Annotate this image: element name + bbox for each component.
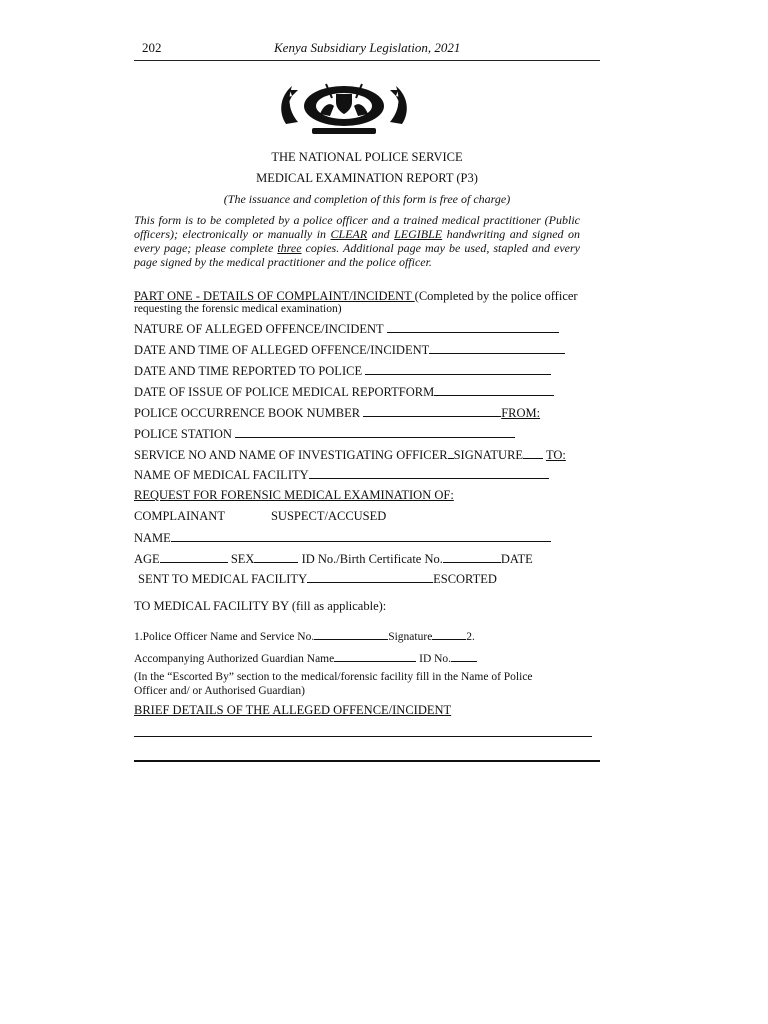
field-date-time-reported[interactable]: DATE AND TIME REPORTED TO POLICE [134,363,604,379]
free-of-charge-note: (The issuance and completion of this form is free of charge) [223,192,511,206]
part-one-heading-note: requesting the forensic medical examination) [134,303,342,315]
option-suspect[interactable]: SUSPECT/ACCUSED [270,509,387,523]
brief-details-heading: BRIEF DETAILS OF THE ALLEGED OFFENCE/INCIDENT [134,703,452,717]
subject-options[interactable] [134,509,604,524]
coat-of-arms-icon [276,78,412,144]
field-police-station[interactable]: POLICE STATION [134,426,604,442]
field-nature[interactable]: NATURE OF ALLEGED OFFENCE/INCIDENT [134,321,604,337]
form-title-line2: MEDICAL EXAMINATION REPORT (P3) [256,171,478,185]
escort-note-line1: (In the “Escorted By” section to the medical/forensic facility fill in the Name of Police [134,671,533,683]
page-header [134,40,600,61]
to-facility-by: TO MEDICAL FACILITY BY (fill as applicable): [134,599,387,613]
escort-note-line2: Officer and/ or Authorised Guardian) [134,685,305,697]
field-medical-facility[interactable]: NAME OF MEDICAL FACILITY [134,467,604,483]
field-date-time-offence[interactable]: DATE AND TIME OF ALLEGED OFFENCE/INCIDENT [134,342,604,358]
field-service-no[interactable]: SERVICE NO AND NAME OF INVESTIGATING OFFICER SIGNATURE TO: [134,448,566,462]
field-name[interactable]: NAME [134,530,604,546]
running-title: Kenya Subsidiary Legislation, 2021 [274,40,461,55]
field-officer[interactable]: 1.Police Officer Name and Service No. Signature 2. [134,628,604,645]
field-age-sex-id[interactable]: AGE SEX ID No./Birth Certificate No. DATE [134,552,533,566]
instructions-paragraph: This form is to be completed by a police officer and a trained medical practitioner (Public officers); electronically or manually in CLEAR and LEGIBLE handwriting and signed on every page; please complete three copies. Additional page may be used, stapled and every page signed by the medical practitioner and the police officer. [134,213,581,269]
section-divider [134,760,600,762]
part-one-heading: PART ONE - DETAILS OF COMPLAINT/INCIDENT (Completed by the police officer [134,289,578,303]
field-sent-to[interactable]: SENT TO MEDICAL FACILITY ESCORTED [138,572,497,586]
request-heading: REQUEST FOR FORENSIC MEDICAL EXAMINATION OF: [134,488,454,502]
field-ob-number[interactable]: POLICE OCCURRENCE BOOK NUMBER FROM: [134,406,541,420]
field-date-of-issue[interactable]: DATE OF ISSUE OF POLICE MEDICAL REPORTFORM [134,384,604,400]
field-guardian[interactable]: Accompanying Authorized Guardian Name ID No. [134,650,604,667]
form-title-line1: THE NATIONAL POLICE SERVICE [271,150,463,164]
option-complainant[interactable]: COMPLAINANT [134,509,225,523]
brief-details-line[interactable] [134,736,592,737]
page-number: 202 [142,40,162,55]
